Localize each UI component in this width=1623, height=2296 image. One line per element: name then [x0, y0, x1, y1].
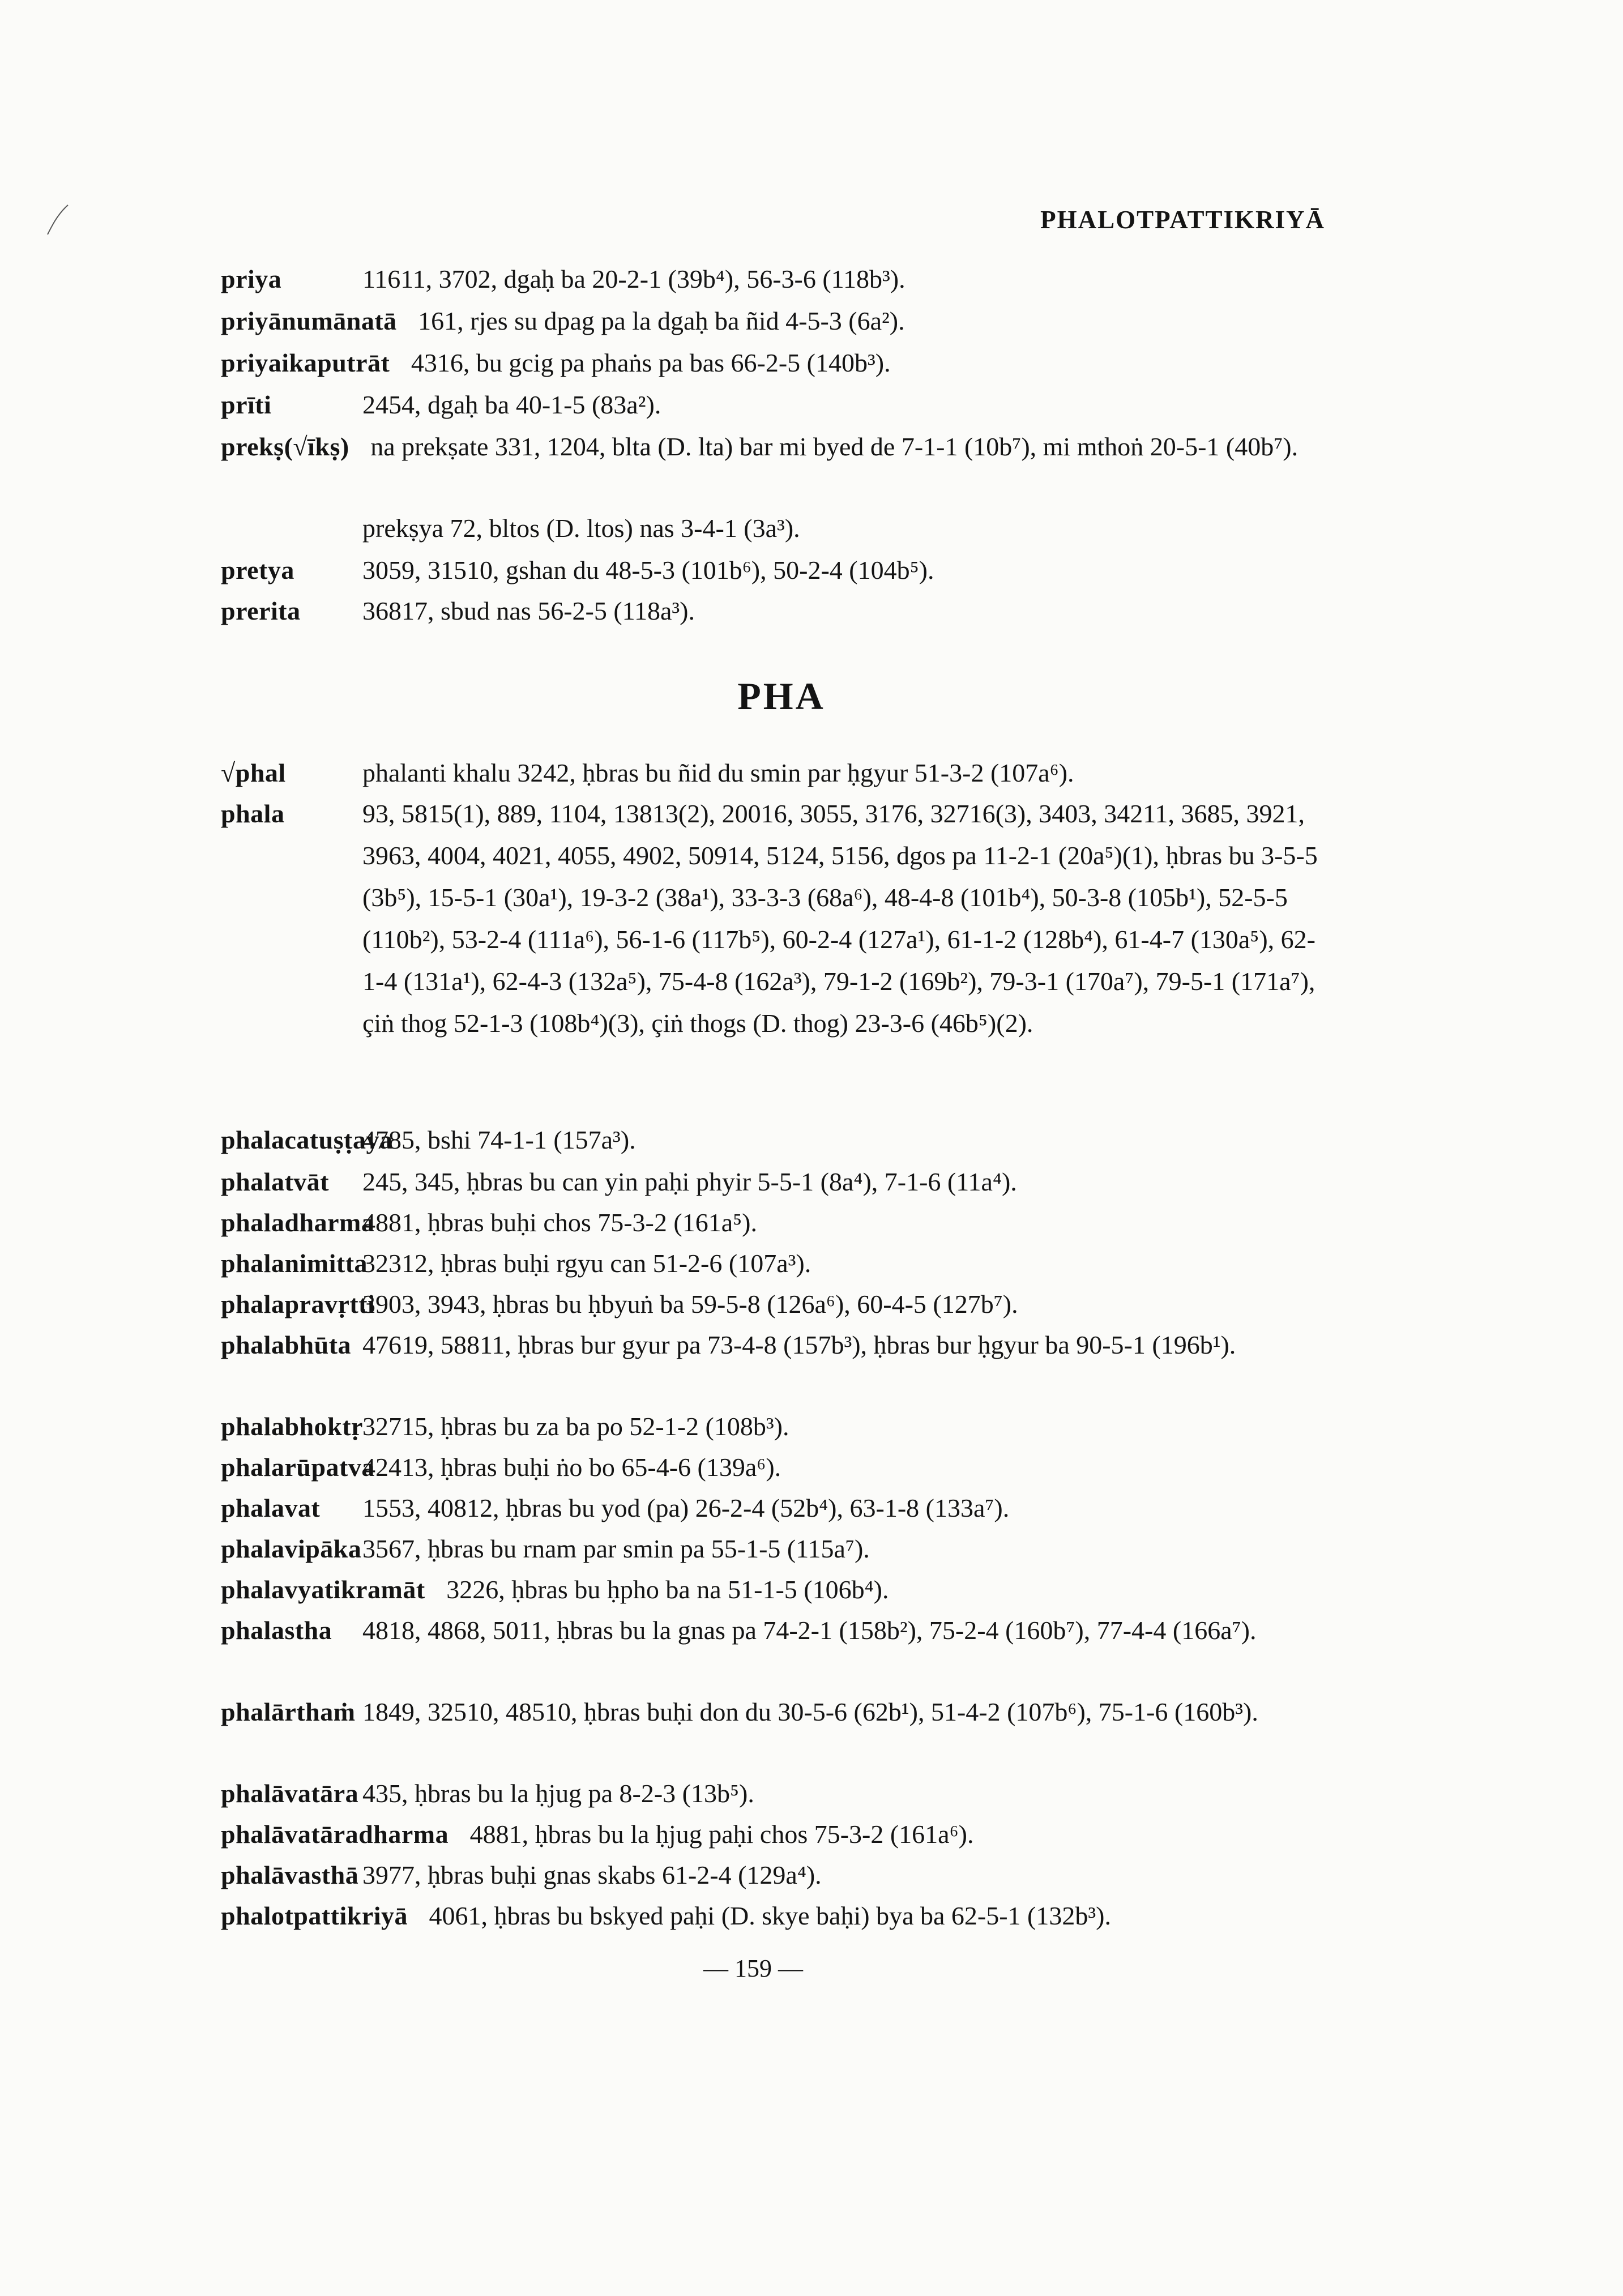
- entry-phalavat: [221, 1487, 1331, 1529]
- headword: phala: [221, 799, 285, 828]
- headword: phalabhoktṛ: [221, 1412, 363, 1441]
- pencil-mark: [46, 203, 69, 237]
- entry-phalapravrtti: [221, 1283, 1331, 1325]
- entry-phaladharma: [221, 1202, 1331, 1244]
- definition: 1553, 40812, ḥbras bu yod (pa) 26-2-4 (52b⁴), 63-1-8 (133a⁷).: [362, 1493, 1010, 1522]
- entry-phalanimitta: [221, 1243, 1331, 1284]
- entry-phalabhoktr: [221, 1406, 1331, 1448]
- headword: phalāvasthā: [221, 1860, 359, 1889]
- definition: 3903, 3943, ḥbras bu ḥbyuṅ ba 59-5-8 (126a⁶), 60-4-5 (127b⁷).: [362, 1290, 1018, 1318]
- headword: priya: [221, 264, 282, 293]
- definition: 3059, 31510, gshan du 48-5-3 (101b⁶), 50-2-4 (104b⁵).: [362, 556, 934, 584]
- headword: phalarūpatva: [221, 1453, 375, 1482]
- definition: 161, rjes su dpag pa la dgaḥ ba ñid 4-5-3 (6a²).: [418, 306, 905, 335]
- headword: √phal: [221, 758, 286, 787]
- entry-phalabhuta: [221, 1324, 1331, 1366]
- definition: na prekṣate 331, 1204, blta (D. lta) bar mi byed de 7-1-1 (10b⁷), mi mthoṅ 20-5-1 (40b⁷).: [370, 432, 1299, 461]
- entry-priti: [221, 384, 1331, 426]
- definition: 42413, ḥbras buḥi ṅo bo 65-4-6 (139a⁶).: [362, 1453, 781, 1482]
- entry-priya: [221, 258, 1331, 300]
- entry-phalarupatva: [221, 1446, 1331, 1488]
- headword: phalāvatāradharma: [221, 1820, 449, 1849]
- headword: pretya: [221, 556, 294, 584]
- definition: 4881, ḥbras buḥi chos 75-3-2 (161a⁵).: [362, 1208, 757, 1237]
- definition: 2454, dgaḥ ba 40-1-5 (83a²).: [362, 390, 661, 419]
- definition: 93, 5815(1), 889, 1104, 13813(2), 20016, 3055, 3176, 32716(3), 3403, 34211, 3685, 3921, 3963, 4004, 4021, 4055, 4902, 50914, 5124, 5156, dgos pa 11-2-1 (20a⁵)(1), ḥbras bu 3-5-5 (3b⁵), 15-5-1 (30a¹), 19-3-2 (38a¹), 33-3-3 (68a⁶), 48-4-8 (101b⁴), 50-3-8 (105b¹), 52-5-5 (110b²), 53-2-4 (111a⁶), 56-1-6 (117b⁵), 60-2-4 (127a¹), 61-1-2 (128b⁴), 61-4-7 (130a⁵), 62-1-4 (131a¹), 62-4-3 (132a⁵), 75-4-8 (162a³), 79-1-2 (169b²), 79-3-1 (170a⁷), 79-5-1 (171a⁷), çiṅ thog 52-1-3 (108b⁴)(3), çiṅ thogs (D. thog) 23-3-6 (46b⁵)(2).: [362, 799, 1318, 1038]
- entry-phalotpattikriya: [221, 1895, 1472, 1937]
- headword: phalavat: [221, 1493, 321, 1522]
- entry-phalavyatikramat: [221, 1569, 1472, 1611]
- headword: phalavyatikramāt: [221, 1575, 425, 1604]
- definition: 47619, 58811, ḥbras bur gyur pa 73-4-8 (157b³), ḥbras bur ḥgyur ba 90-5-1 (196b¹).: [362, 1330, 1236, 1359]
- definition: 4316, bu gcig pa phaṅs pa bas 66-2-5 (140b³).: [411, 348, 891, 377]
- definition: 36817, sbud nas 56-2-5 (118a³).: [362, 596, 695, 625]
- definition: 11611, 3702, dgaḥ ba 20-2-1 (39b⁴), 56-3-6 (118b³).: [362, 264, 906, 293]
- definition: 1849, 32510, 48510, ḥbras buḥi don du 30-5-6 (62b¹), 51-4-2 (107b⁶), 75-1-6 (160b³).: [362, 1697, 1258, 1726]
- entry-priyanumanata: [221, 300, 1472, 342]
- section-heading: PHA: [737, 675, 826, 718]
- entry-phala: [221, 793, 1331, 1044]
- headword: prīti: [221, 390, 272, 419]
- page-number: — 159 —: [703, 1954, 803, 1982]
- entry-pretya: [221, 549, 1331, 591]
- headword: priyaikaputrāt: [221, 348, 390, 377]
- headword: prerita: [221, 596, 301, 625]
- headword: prekṣ(√īkṣ): [221, 432, 349, 461]
- definition: 3567, ḥbras bu rnam par smin pa 55-1-5 (115a⁷).: [362, 1534, 870, 1563]
- entry-priyaikaputrat: [221, 342, 1472, 384]
- headword: phalapravṛtti: [221, 1290, 375, 1318]
- headword: phalatvāt: [221, 1167, 330, 1196]
- definition: 3977, ḥbras buḥi gnas skabs 61-2-4 (129a⁴).: [362, 1860, 822, 1889]
- headword: phalabhūta: [221, 1330, 352, 1359]
- entry-phalavipaka: [221, 1528, 1331, 1570]
- entry-phalatvat: [221, 1161, 1331, 1203]
- headword: phalavipāka: [221, 1534, 362, 1563]
- entry-phalavatara: [221, 1773, 1331, 1815]
- definition: 32312, ḥbras buḥi rgyu can 51-2-6 (107a³).: [362, 1249, 812, 1278]
- entry-phalartham: [221, 1691, 1331, 1733]
- definition: prekṣya 72, bltos (D. ltos) nas 3-4-1 (3a³).: [362, 514, 800, 543]
- entry-phalacatustaya: [221, 1119, 1331, 1161]
- headword: phalacatuṣṭaya: [221, 1125, 393, 1154]
- definition: 4818, 4868, 5011, ḥbras bu la gnas pa 74-2-1 (158b²), 75-2-4 (160b⁷), 77-4-4 (166a⁷).: [362, 1616, 1257, 1645]
- entry-prerita: [221, 590, 1331, 632]
- definition: 4881, ḥbras bu la ḥjug paḥi chos 75-3-2 (161a⁶).: [469, 1820, 974, 1849]
- definition: 245, 345, ḥbras bu can yin paḥi phyir 5-5-1 (8a⁴), 7-1-6 (11a⁴).: [362, 1167, 1017, 1196]
- definition: 4061, ḥbras bu bskyed paḥi (D. skye baḥi) bya ba 62-5-1 (132b³).: [429, 1901, 1111, 1930]
- running-head: PHALOTPATTIKRIYĀ: [1040, 206, 1325, 234]
- headword: phalāvatāra: [221, 1779, 359, 1808]
- definition: 435, ḥbras bu la ḥjug pa 8-2-3 (13b⁵).: [362, 1779, 754, 1808]
- headword: phalanimitta: [221, 1249, 368, 1278]
- headword: phalotpattikriyā: [221, 1901, 408, 1930]
- headword: phalastha: [221, 1616, 332, 1645]
- definition: 3226, ḥbras bu ḥpho ba na 51-1-5 (106b⁴).: [446, 1575, 889, 1604]
- definition: phalanti khalu 3242, ḥbras bu ñid du smin par ḥgyur 51-3-2 (107a⁶).: [362, 758, 1074, 787]
- entry-preksya: [221, 507, 1331, 549]
- definition: 32715, ḥbras bu za ba po 52-1-2 (108b³).: [362, 1412, 789, 1441]
- headword: phaladharma: [221, 1208, 375, 1237]
- entry-phalavastha: [221, 1854, 1331, 1896]
- headword: priyānumānatā: [221, 306, 397, 335]
- entry-preks: [221, 426, 1472, 468]
- definition: 4785, bshi 74-1-1 (157a³).: [362, 1125, 636, 1154]
- entry-phalastha: [221, 1610, 1331, 1651]
- entry-phal: [221, 752, 1331, 794]
- entry-phalavataradharma: [221, 1813, 1472, 1855]
- headword: phalārthaṁ: [221, 1697, 356, 1726]
